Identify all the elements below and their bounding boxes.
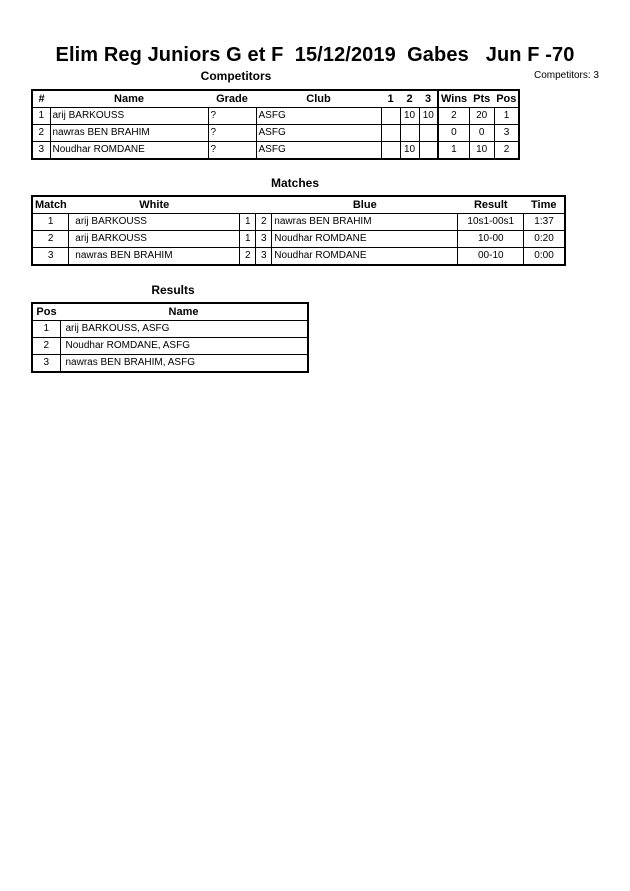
competitor-grade: ? (208, 125, 256, 142)
competitor-wins: 1 (438, 142, 469, 160)
competitor-number: 2 (32, 125, 50, 142)
competitor-wins: 0 (438, 125, 469, 142)
competitors-table (31, 89, 520, 160)
competitor-pos: 3 (494, 125, 519, 142)
white-number: 1 (240, 231, 256, 248)
col-header-score-1: 1 (387, 93, 394, 105)
white-name: arij BARKOUSS (69, 214, 240, 231)
col-header-score-3: 3 (424, 93, 432, 105)
white-name: arij BARKOUSS (69, 231, 240, 248)
score-2: 10 (400, 108, 419, 125)
table-row (32, 214, 565, 231)
competitor-number: 3 (32, 142, 50, 160)
white-number: 1 (240, 214, 256, 231)
blue-name: Noudhar ROMDANE (272, 231, 458, 248)
match-time: 1:37 (524, 214, 565, 231)
col-header-name: Name (168, 306, 199, 318)
match-number: 3 (32, 248, 69, 266)
score-3 (419, 125, 438, 142)
competitor-pts: 0 (469, 125, 494, 142)
blue-number: 3 (256, 248, 272, 266)
col-header-blue: Blue (352, 199, 377, 211)
table-row (32, 108, 519, 125)
competitors-heading: Competitors (200, 69, 272, 83)
white-name: nawras BEN BRAHIM (69, 248, 240, 266)
competitor-name: arij BARKOUSS (50, 108, 208, 125)
match-number: 2 (32, 231, 69, 248)
matches-header-row (32, 196, 565, 214)
col-header-number: # (38, 93, 45, 105)
table-row (32, 248, 565, 266)
result-pos: 2 (32, 338, 60, 355)
table-row (32, 142, 519, 160)
results-table (31, 302, 309, 373)
col-header-pos: Pos (496, 93, 517, 105)
blue-number: 3 (256, 231, 272, 248)
competitor-pos: 2 (494, 142, 519, 160)
matches-table (31, 195, 566, 266)
col-header-result: Result (473, 199, 508, 211)
match-result: 00-10 (458, 248, 524, 266)
col-header-blue-num (256, 196, 272, 214)
results-heading: Results (151, 283, 195, 297)
table-row (32, 231, 565, 248)
competitors-count: Competitors: 3 (533, 70, 599, 81)
competitor-club: ASFG (256, 142, 381, 160)
score-2 (400, 125, 419, 142)
score-1 (381, 142, 400, 160)
table-row (32, 321, 308, 338)
result-pos: 3 (32, 355, 60, 373)
competitor-wins: 2 (438, 108, 469, 125)
col-header-white-num (240, 196, 256, 214)
results-header-row (32, 303, 308, 321)
match-result: 10-00 (458, 231, 524, 248)
match-number: 1 (32, 214, 69, 231)
col-header-white: White (139, 199, 170, 211)
col-header-name: Name (114, 93, 144, 105)
col-header-score-2: 2 (406, 93, 413, 105)
result-name: nawras BEN BRAHIM, ASFG (60, 355, 308, 373)
score-1 (381, 125, 400, 142)
result-pos: 1 (32, 321, 60, 338)
competitors-header-row (32, 90, 519, 108)
col-header-pos: Pos (36, 306, 57, 318)
score-3: 10 (419, 108, 438, 125)
competitor-pos: 1 (494, 108, 519, 125)
col-header-wins: Wins (438, 90, 469, 108)
competitor-club: ASFG (256, 125, 381, 142)
col-header-match: Match (35, 199, 67, 211)
matches-heading: Matches (270, 176, 320, 190)
match-time: 0:00 (524, 248, 565, 266)
col-header-club: Club (306, 93, 331, 105)
score-2: 10 (400, 142, 419, 160)
competitor-name: Noudhar ROMDANE (50, 142, 208, 160)
result-name: arij BARKOUSS, ASFG (60, 321, 308, 338)
page-title: Elim Reg Juniors G et F 15/12/2019 Gabes Jun F -70 (55, 44, 575, 66)
competitor-grade: ? (208, 108, 256, 125)
score-3 (419, 142, 438, 160)
blue-name: nawras BEN BRAHIM (272, 214, 458, 231)
blue-number: 2 (256, 214, 272, 231)
table-row (32, 338, 308, 355)
match-time: 0:20 (524, 231, 565, 248)
competitor-pts: 10 (469, 142, 494, 160)
competitor-pts: 20 (469, 108, 494, 125)
table-row (32, 355, 308, 373)
table-row (32, 125, 519, 142)
col-header-time: Time (531, 199, 557, 211)
col-header-pts: Pts (473, 93, 491, 105)
result-name: Noudhar ROMDANE, ASFG (60, 338, 308, 355)
competitor-number: 1 (32, 108, 50, 125)
score-1 (381, 108, 400, 125)
col-header-grade: Grade (216, 93, 248, 105)
competitor-club: ASFG (256, 108, 381, 125)
match-result: 10s1-00s1 (458, 214, 524, 231)
competitor-grade: ? (208, 142, 256, 160)
blue-name: Noudhar ROMDANE (272, 248, 458, 266)
white-number: 2 (240, 248, 256, 266)
competitor-name: nawras BEN BRAHIM (50, 125, 208, 142)
